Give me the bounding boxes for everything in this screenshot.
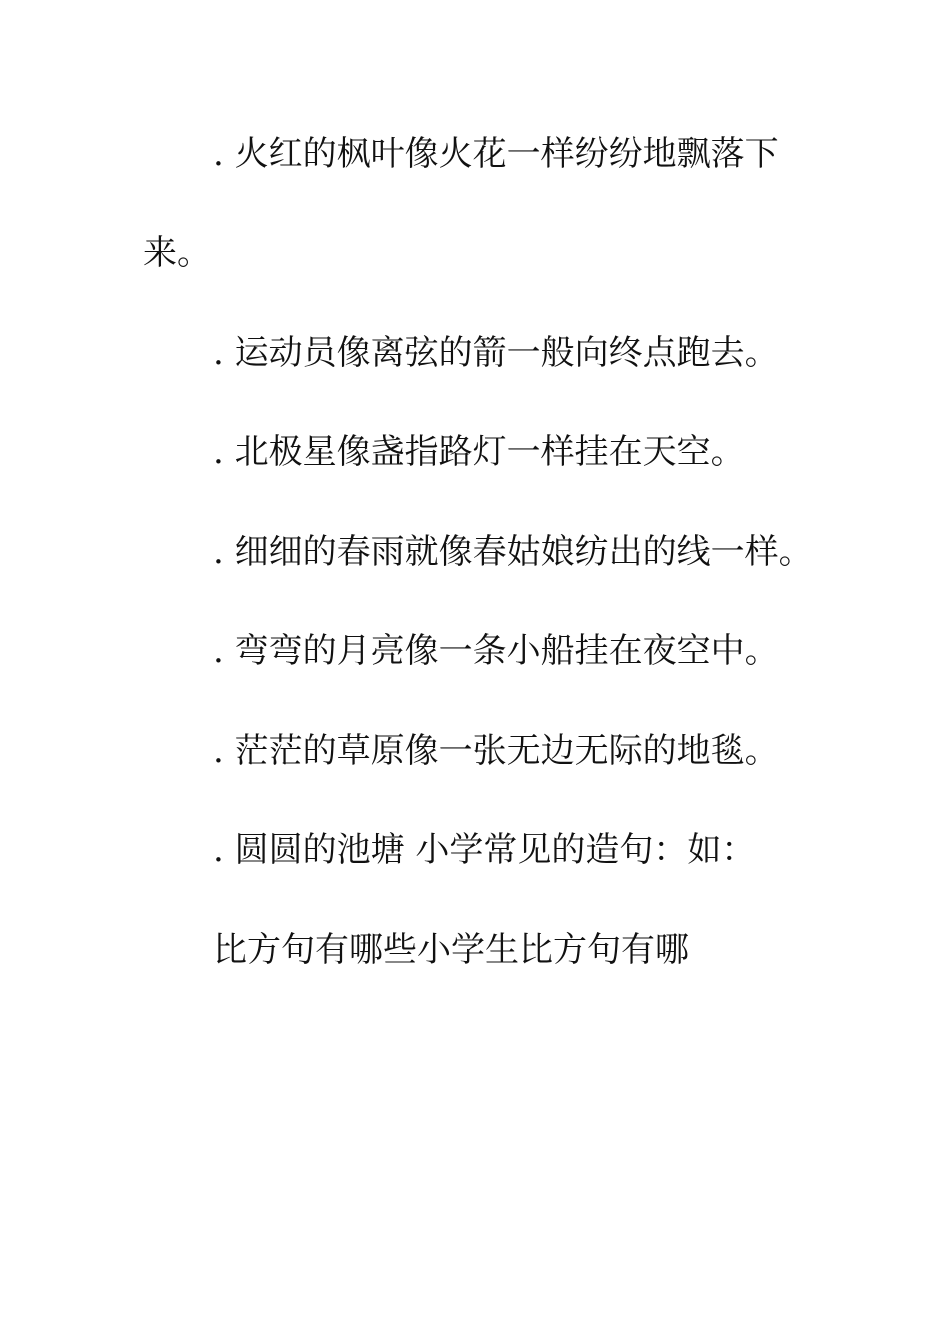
sentence-line-5: . 弯弯的月亮像一条小船挂在夜空中。: [213, 631, 779, 671]
sentence-line-6: . 茫茫的草原像一张无边无际的地毯。: [213, 731, 779, 771]
sentence-line-7: . 圆圆的池塘 小学常见的造句：如：: [213, 830, 756, 870]
sentence-line-2: . 运动员像离弦的箭一般向终点跑去。: [213, 333, 779, 373]
sentence-line-4: . 细细的春雨就像春姑娘纺出的线一样。: [213, 532, 813, 572]
sentence-line-1: . 火红的枫叶像火花一样纷纷地飘落下: [213, 134, 779, 174]
sentence-line-8: 比方句有哪些小学生比方句有哪: [213, 930, 689, 970]
sentence-line-1-continuation: 来。: [143, 233, 211, 273]
sentence-line-3: . 北极星像盏指路灯一样挂在天空。: [213, 432, 745, 472]
